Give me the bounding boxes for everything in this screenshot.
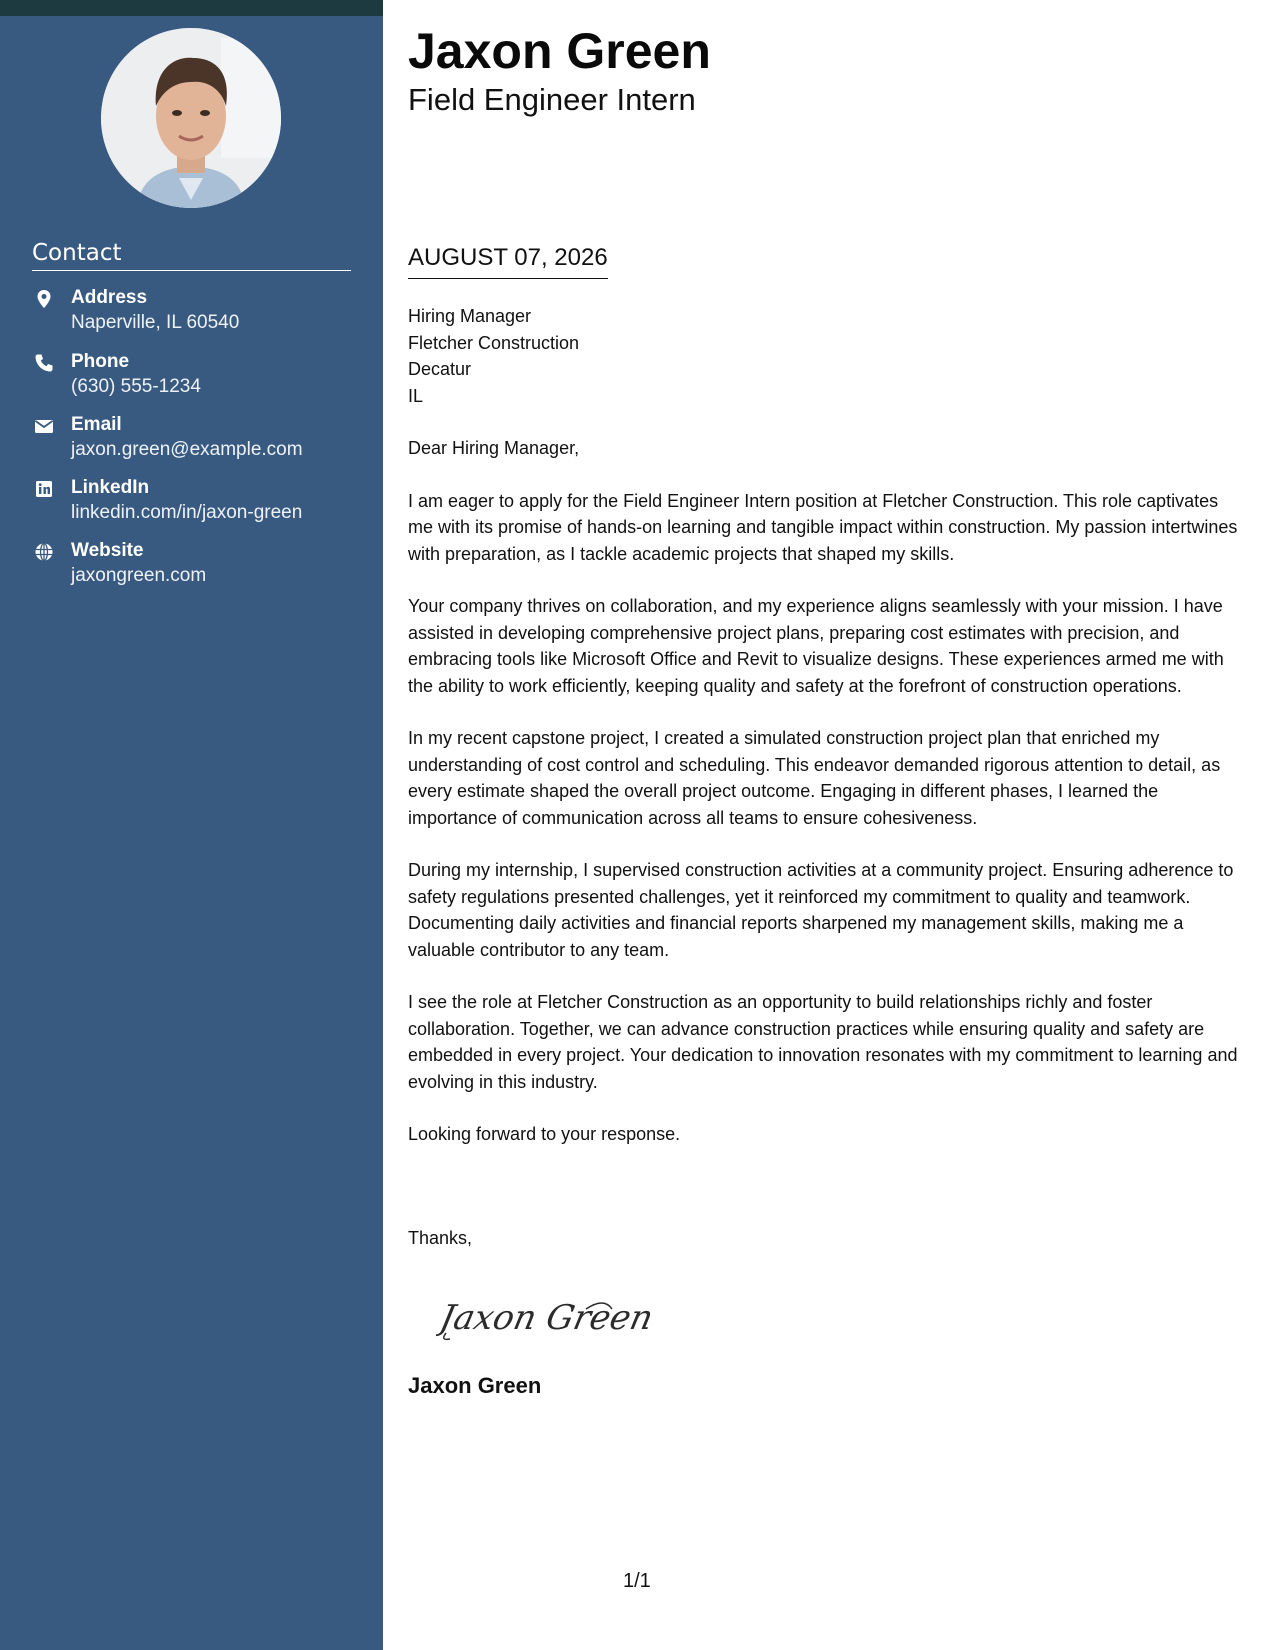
phone-icon [34,353,54,373]
linkedin-label: LinkedIn [71,477,150,498]
body-paragraph: Your company thrives on collaboration, and my experience aligns seamlessly with your mission. I have assisted in developing comprehensive project plans, preparing cost estimates with precision, and embracing tools like Microsoft Office and Revit to visualize designs. These experiences armed me with the ability to work efficiently, keeping quality and safety at the forefront of construction operations. [408,596,1224,696]
handwritten-signature [436,1283,666,1353]
address-value: Naperville, IL 60540 [71,312,240,333]
letter-date: AUGUST 07, 2026 [408,244,608,279]
contact-item-phone [32,353,362,409]
recipient-line: IL [408,385,424,406]
avatar [101,28,281,208]
website-value: jaxongreen.com [71,565,207,586]
contact-item-linkedin [32,479,362,535]
phone-value: (630) 555-1234 [71,376,201,397]
letter-body [408,435,1248,1174]
body-paragraph: I am eager to apply for the Field Engineer Intern position at Fletcher Construction. This role captivates me with its promise of hands-on learning and tangible impact within construction. My passion intertwines with preparation, as I tackle academic projects that shaped my skills. [408,490,1238,564]
contact-item-email [32,416,362,472]
sidebar-top-bar [0,0,383,16]
globe-icon [34,542,54,562]
letter-main [408,0,1248,1650]
envelope-icon [34,416,54,436]
email-label: Email [71,414,122,435]
body-paragraph: In my recent capstone project, I created a simulated construction project plan that enriched my understanding of cost control and scheduling. This endeavor demanded rigorous attention to detail, as every estimate shaped the overall project outcome. Engaging in different phases, I learned the importance of communication across all teams to ensure cohesiveness. [408,728,1221,828]
svg-text:Jaxon Green: Jaxon Green [436,1298,657,1338]
body-paragraph: During my internship, I supervised construction activities at a community project. Ensuring adherence to safety regulations presented challenges, yet it reinforced my commitment to quality and teamwork. Documenting daily activities and financial reports sharpened my management skills, making me a valuable contributor to any team. [408,860,1234,960]
profile-photo [101,28,281,208]
contact-heading: Contact [32,240,351,271]
contact-item-address [32,289,362,345]
page-number: 1/1 [623,1570,651,1592]
body-paragraph: Looking forward to your response. [408,1124,681,1145]
sidebar [0,0,383,1650]
website-label: Website [71,540,144,561]
map-pin-icon [34,289,54,309]
linkedin-icon [34,479,54,499]
linkedin-value: linkedin.com/in/jaxon-green [71,502,303,523]
recipient-line: Hiring Manager [408,306,532,326]
recipient-line: Decatur [408,359,472,379]
recipient-line: Fletcher Construction [408,332,580,353]
job-title: Field Engineer Intern [408,82,696,117]
body-paragraph: I see the role at Fletcher Construction as an opportunity to build relationships richly and foster collaboration. Together, we can advance construction practices while ensuring quality and safety are embedded in every project. Your dedication to innovation resonates with my commitment to learning and evolving in this industry. [408,992,1238,1092]
signer-name: Jaxon Green [408,1373,542,1398]
recipient-block [408,303,579,409]
address-label: Address [71,287,148,308]
phone-label: Phone [71,351,130,372]
salutation: Dear Hiring Manager, [408,438,580,458]
contact-item-website [32,542,362,598]
closing: Thanks, [408,1228,473,1248]
email-value: jaxon.green@example.com [71,439,303,460]
applicant-name: Jaxon Green [408,23,711,79]
